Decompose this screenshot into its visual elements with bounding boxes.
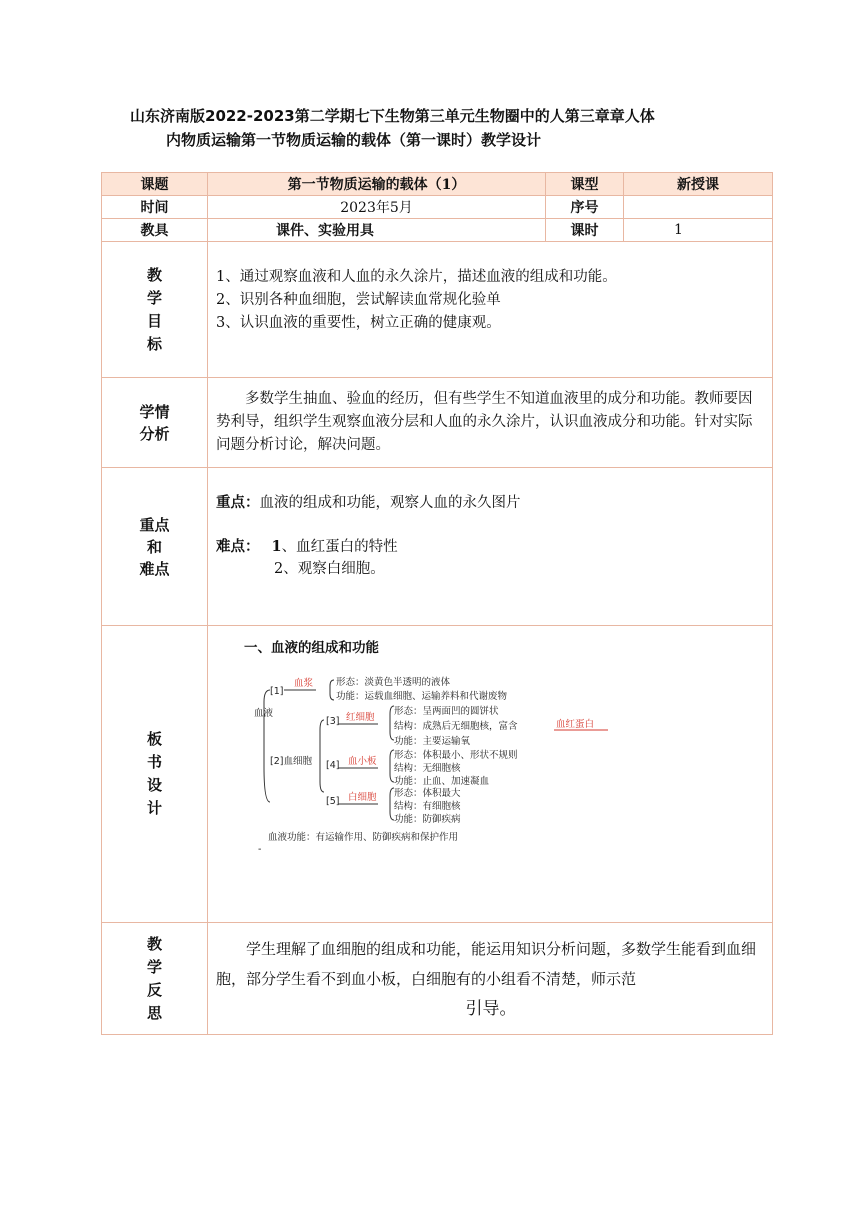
diagram-rbc-form: 形态：呈两面凹的圆饼状 bbox=[394, 706, 499, 717]
diagram-wbc-struct: 结构：有细胞核 bbox=[394, 801, 461, 812]
blood-composition-diagram bbox=[248, 672, 628, 852]
row-topic bbox=[102, 173, 773, 196]
difficulty-item-1: 、血红蛋白的特性 bbox=[281, 539, 398, 555]
difficulty bbox=[216, 536, 766, 558]
objective-item: 2、识别各种血细胞，尝试解读血常规化验单 bbox=[216, 292, 501, 308]
period-value: 1 bbox=[624, 219, 773, 242]
diagram-n2: [2]血细胞 bbox=[270, 756, 312, 767]
row-board bbox=[102, 626, 773, 923]
diagram-mark: - bbox=[258, 844, 262, 852]
diagram-root-1: 血液 bbox=[254, 708, 274, 719]
reflection-text: 学生理解了血细胞的组成和功能，能运用知识分析问题，多数学生能看到血细胞，部分学生看不到血小板，白细胞有的小组看不清楚，师示范 bbox=[216, 939, 757, 988]
difficulty-label: 难点： bbox=[216, 538, 260, 555]
reflection-content bbox=[208, 923, 773, 1035]
diagram-plasma-form: 形态：淡黄色半透明的液体 bbox=[336, 677, 451, 688]
difficulty-num: 1 bbox=[271, 538, 282, 555]
diagram-wbc-func: 功能：防御疾病 bbox=[394, 814, 461, 825]
diagram-rbc-struct: 结构：成熟后无细胞核，富含 bbox=[394, 721, 518, 732]
reflection-label-cell bbox=[102, 923, 208, 1035]
key-label-3: 难点 bbox=[139, 559, 170, 578]
type-label: 课型 bbox=[546, 173, 624, 196]
diagram-rbc: 红细胞 bbox=[346, 712, 375, 723]
diagram-platelet-form: 形态：体积最小、形状不规则 bbox=[394, 750, 518, 761]
title-line-2: 内物质运输第一节物质运输的载体（第一课时）教学设计 bbox=[166, 131, 542, 149]
diagram-n3: [3] bbox=[326, 716, 340, 727]
row-time bbox=[102, 196, 773, 219]
key-label-2: 和 bbox=[146, 537, 162, 556]
period-label: 课时 bbox=[546, 219, 624, 242]
board-content bbox=[208, 626, 773, 923]
diagram-plasma: 血浆 bbox=[294, 678, 314, 689]
board-label: 板书设计 bbox=[146, 730, 162, 817]
diagram-wbc: 白细胞 bbox=[348, 792, 377, 803]
objective-item: 3、认识血液的重要性，树立正确的健康观。 bbox=[216, 315, 501, 331]
key-point bbox=[216, 492, 766, 514]
diagram-platelet-struct: 结构：无细胞核 bbox=[394, 763, 461, 774]
row-analysis bbox=[102, 378, 773, 468]
lesson-plan-table bbox=[101, 172, 773, 1035]
board-heading: 一、血液的组成和功能 bbox=[244, 640, 379, 656]
reflection-tail: 引导。 bbox=[465, 998, 517, 1019]
tools-value: 课件、实验用具 bbox=[208, 219, 546, 242]
time-value: 2023年5月 bbox=[208, 196, 546, 219]
diagram-n4: [4] bbox=[326, 760, 340, 771]
title-line-1: 山东济南版2022-2023第二学期七下生物第三单元生物圈中的人第三章章人体 bbox=[130, 107, 655, 125]
diagram-summary: 血液功能：有运输作用、防御疾病和保护作用 bbox=[268, 832, 459, 843]
diagram-rbc-func: 功能：主要运输氧 bbox=[394, 736, 471, 747]
analysis-label-cell bbox=[102, 378, 208, 468]
tools-label: 教具 bbox=[102, 219, 208, 242]
key-point-label: 重点： bbox=[216, 494, 260, 511]
row-objectives bbox=[102, 242, 773, 378]
analysis-text: 多数学生抽血、验血的经历，但有些学生不知道血液里的成分和功能。教师要因势利导，组织学生观察血液分层和人血的永久涂片，认识血液成分和功能。针对实际问题分析讨论，解决问题。 bbox=[216, 391, 753, 453]
key-content bbox=[208, 468, 773, 626]
board-label-cell bbox=[102, 626, 208, 923]
sequence-label: 序号 bbox=[546, 196, 624, 219]
row-tools bbox=[102, 219, 773, 242]
difficulty-item-2: 2、观察白细胞。 bbox=[274, 561, 385, 577]
key-label-1: 重点 bbox=[139, 515, 170, 534]
objectives-content bbox=[208, 242, 773, 378]
diagram-hemoglobin: 血红蛋白 bbox=[556, 719, 595, 730]
document-title bbox=[100, 104, 780, 152]
time-label: 时间 bbox=[102, 196, 208, 219]
diagram-platelet-func: 功能：止血、加速凝血 bbox=[394, 776, 490, 787]
diagram-n1: [1] bbox=[270, 686, 284, 697]
objectives-label-cell bbox=[102, 242, 208, 378]
sequence-value bbox=[624, 196, 773, 219]
analysis-content bbox=[208, 378, 773, 468]
topic-value: 第一节物质运输的载体（1） bbox=[208, 173, 546, 196]
analysis-label-1: 学情 bbox=[139, 402, 170, 421]
key-label-cell bbox=[102, 468, 208, 626]
key-point-text: 血液的组成和功能，观察人血的永久图片 bbox=[259, 495, 521, 511]
objective-item: 1、通过观察血液和人血的永久涂片，描述血液的组成和功能。 bbox=[216, 269, 617, 285]
analysis-label-2: 分析 bbox=[139, 424, 170, 443]
row-reflection bbox=[102, 923, 773, 1035]
topic-label: 课题 bbox=[102, 173, 208, 196]
objectives-label: 教学目标 bbox=[146, 265, 162, 353]
reflection-label: 教学反思 bbox=[146, 934, 162, 1022]
diagram-wbc-form: 形态：体积最大 bbox=[394, 788, 461, 799]
diagram-n5: [5] bbox=[326, 796, 340, 807]
diagram-plasma-func: 功能：运载血细胞、运输养料和代谢废物 bbox=[336, 691, 508, 702]
diagram-platelet: 血小板 bbox=[348, 756, 377, 767]
type-value: 新授课 bbox=[624, 173, 773, 196]
row-key-points bbox=[102, 468, 773, 626]
